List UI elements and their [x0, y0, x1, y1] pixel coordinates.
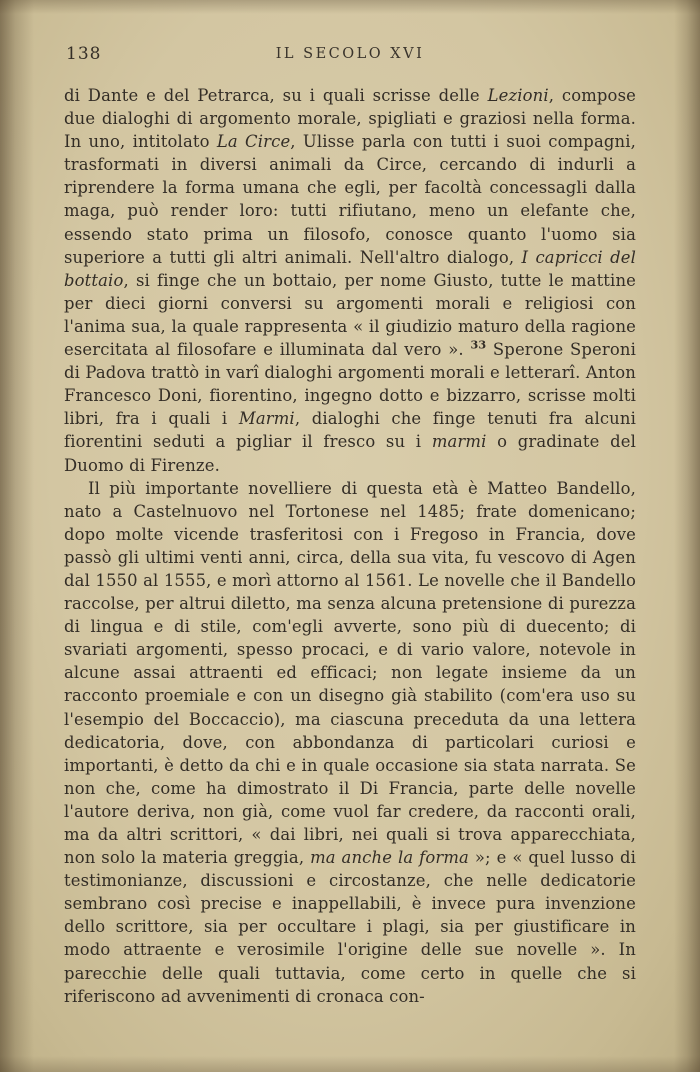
paragraph [64, 477, 636, 1008]
text-segment: , si finge che un bottaio, per nome Giusto, tutte le mattine per dieci giorni conversi su argomenti morali e religiosi con l'anima sua, la quale rappresenta « il giudizio maturo della ragione esercitata al filosofare e illuminata dal vero ». [64, 270, 636, 360]
page-number: 138 [66, 44, 102, 64]
text-segment: I capricci del bottaio [64, 247, 636, 290]
text-segment: Sperone Speroni di Padova trattò in varî dialoghi argomenti morali e letterarî. Anton Francesco Doni, fiorentino, ingegno dotto e bizzarro, scrisse molti libri, fra i quali i [64, 340, 637, 429]
paragraph [64, 84, 636, 477]
text-segment: »; e « quel lusso di testimonianze, discussioni e circostanze, che nelle dedicatorie sembrano così precise e inappellabili, è invece pura invenzione dello scrittore, sia per occultare i plagi, sia per giustificare in modo attraente e verosimile l'origine delle sue novelle ». In parecchie delle quali tuttavia, come certo in quelle che si riferiscono ad avvenimenti di cronaca con- [64, 848, 636, 1006]
text-segment: Lezioni [487, 86, 549, 105]
text-segment: , Ulisse parla con tutti i suoi compagni, trasformati in diversi animali da Circe, cercando di indurli a riprendere la forma umana che egli, per facoltà concessagli dalla maga, può render loro: tutti rifiutano, meno un elefante che, essendo stato prima un filosofo, conosce quanto l'uomo sia superiore a tutti gli altri animali. Nell'altro dialogo, [64, 132, 636, 267]
text-segment: Il più importante novelliere di questa età è Matteo Bandello, nato a Castelnuovo nel Tortonese nel 1485; frate domenicano; dopo molte vicende trasferitosi con i Fregoso in Francia, dove passò gli ultimi venti anni, circa, della sua vita, fu vescovo di Agen dal 1550 al 1555, e morì attorno al 1561. Le novelle che il Bandello raccolse, per altrui diletto, ma senza alcuna pretensione di purezza di lingua e di stile, com'egli avverte, sono più di duecento; di svariati argomenti, spesso procaci, e di vario valore, notevole in alcune assai attraenti ed efficaci; non legate insieme da un racconto proemiale e con un disegno già stabilito (com'era uso su l'esempio del Boccaccio), ma ciascuna preceduta da una lettera dedicatoria, dove, con abbondanza di particolari curiosi e importanti, è detto da chi e in quale occasione sia stata narrata. Se non che, come ha dimostrato il Di Francia, parte delle novelle l'autore deriva, non già, come vuol far credere, da racconti orali, ma da altri scrittori, « dai libri, nei quali si trova apparecchiata, non solo la materia greggia, [64, 478, 636, 868]
footnote-reference: 33 [470, 338, 487, 352]
page-header [64, 44, 636, 70]
running-title: IL SECOLO XVI [275, 46, 425, 62]
text-segment: La Circe [216, 132, 291, 152]
text-segment: , compose due dialoghi di argomento morale, spigliati e graziosi nella forma. In uno, intitolato [64, 86, 636, 152]
text-segment: marmi [431, 432, 487, 452]
text-segment: o gradinate del Duomo di Firenze. [64, 432, 637, 475]
text-segment: di Dante e del Petrarca, su i quali scrisse delle [64, 86, 488, 105]
text-segment: ma anche la forma [310, 848, 469, 868]
text-body [64, 84, 636, 1008]
text-segment: , dialoghi che finge tenuti fra alcuni fiorentini seduti a pigliar il fresco su i [64, 409, 636, 452]
text-segment: Marmi [238, 409, 295, 429]
